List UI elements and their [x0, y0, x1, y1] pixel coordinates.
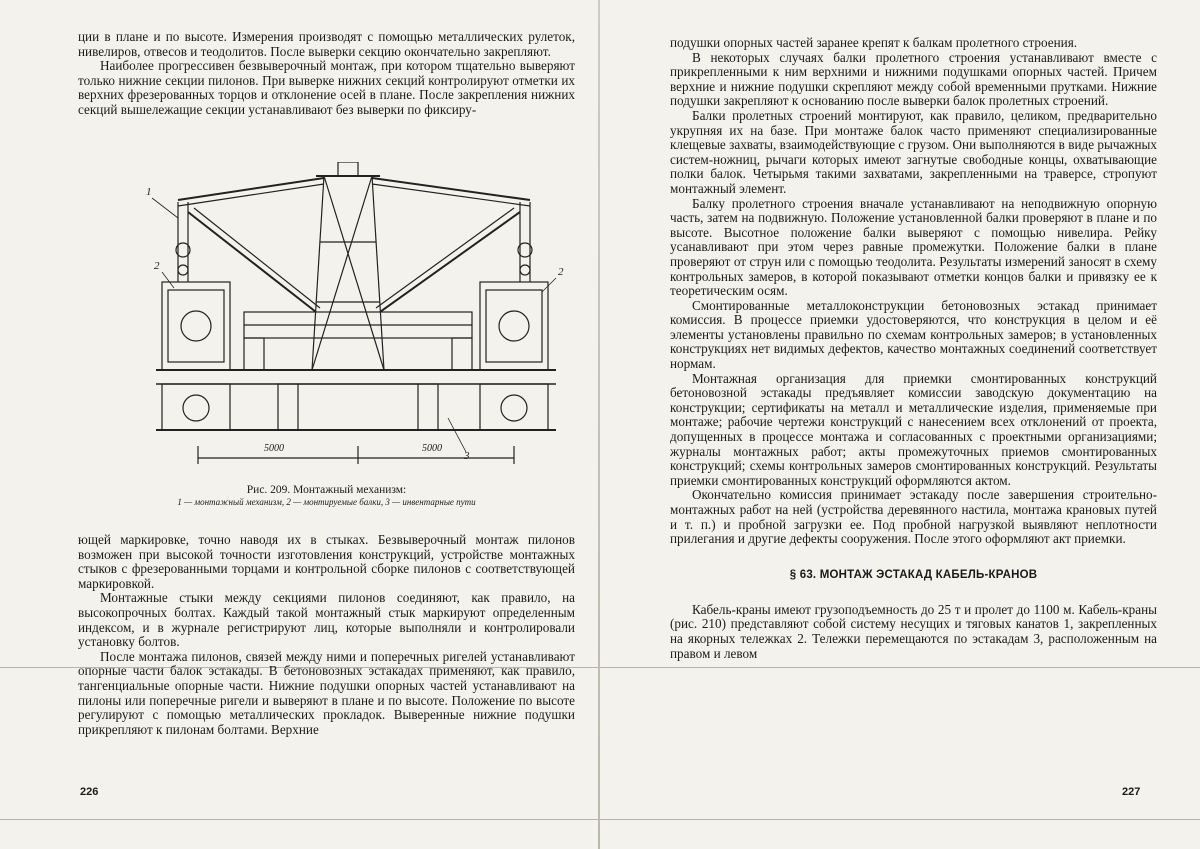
- section-heading: § 63. МОНТАЖ ЭСТАКАД КАБЕЛЬ-КРАНОВ: [789, 568, 1038, 581]
- figure-label-2-left: 2: [154, 259, 160, 272]
- figure-caption: Рис. 209. Монтажный механизм:: [246, 483, 407, 496]
- right-paragraph-6: Монтажная организация для приемки смонтированных конструкций бетоновозной эстакады предъявляет комиссии заводскую документацию на конструкции; сертификаты на металл и металлические изделия, применяемые при монтаже; рабочие чертежи конструкций с нанесением всех отклонений от проекта, допущенных в процессе монтажа и согласованных с проектными организациями; журналы монтажных работ; акты промежуточных приемов смонтированных конструкций; схемы контрольных замеров смонтированных конструкций. Результаты приемки смонтированных конструкций оформляются актом.: [670, 370, 1157, 488]
- figure-label-1: 1: [146, 185, 152, 198]
- dimension-left: 5000: [264, 442, 284, 454]
- right-paragraph-2: В некоторых случаях балки пролетного строения устанавливают вместе с прикрепленными к ним верхними и нижними подушками опорных частей. Причем верхние и нижние подушки скрепляют между собой временными прутками. Нижние подушки закрепляют к основанию после выверки балок пролетных строений.: [670, 49, 1157, 109]
- figure-label-3: 3: [464, 449, 470, 462]
- left-paragraph-4: Монтажные стыки между секциями пилонов соединяют, как правило, на высокопрочных болтах. Каждый такой монтажный стык маркируют определенным индексом, и в журнале регистрируют лиц, которые выполняли и контролировали установку болтов.: [78, 590, 575, 650]
- left-paragraph-2: Наиболее прогрессивен безвыверочный монтаж, при котором тщательно выверяют только нижние секции пилонов. При выверке нижних секций контролируют отметки их верхних фрезерованных торцов и отклонение осей в плане. После закрепления нижних секций вышележащие секции устанавливают без выверки по фиксиру-: [78, 58, 575, 117]
- right-paragraph-3: Балки пролетных строений монтируют, как правило, целиком, предварительно укрупняя их на базе. При монтаже балок часто применяют специализированные клещевые захваты, взаимодействующие с грузом. Они выполняются в виде рычажных систем-ножниц, рычаги которых имеют загнутые свободные концы, охватывающие полки балок. Четырьмя такими захватами, закрепленными на траверсе, стропуют монтажный элемент.: [670, 107, 1157, 196]
- left-page: [78, 30, 575, 820]
- page-number-left: 226: [80, 786, 99, 798]
- dimension-right: 5000: [422, 442, 442, 454]
- mounting-mechanism-drawing: [148, 162, 568, 478]
- page-fold: [598, 0, 600, 849]
- figure-legend: 1 — монтажный механизм, 2 — монтируемые балки, 3 — инвентарные пути: [177, 496, 476, 507]
- left-paragraph-5: После монтажа пилонов, связей между ними и поперечных ригелей устанавливают опорные части балок эстакады. В бетоновозных эстакадах применяют, как правило, тангенциальные опорные части. Нижние подушки опорных частей устанавливают на пилоны или поперечные ригели и выверяют в плане и по высоте. Положение по высоте регулируют с помощью металлических прокладок. Выверенные нижние подушки прикрепляют к пилонам болтами. Верхние: [78, 648, 575, 737]
- right-paragraph-7: Окончательно комиссия принимает эстакаду после завершения строительно-монтажных работ на ней (устройства деревянного настила, монтажа крановых путей и т. п.) и пробной загрузки ее. Под пробной нагрузкой выявляют неплотности прилегания и другие дефекты сооружения. После этого оформляют акт приемки.: [670, 487, 1157, 547]
- figure-209: [148, 162, 568, 478]
- right-paragraph-1: подушки опорных частей заранее крепят к балкам пролетного строения.: [670, 36, 1078, 50]
- right-page: [670, 36, 1157, 826]
- page-number-right: 227: [1122, 786, 1141, 798]
- figure-label-2-right: 2: [558, 265, 564, 278]
- right-paragraph-8: Кабель-краны имеют грузоподъемность до 25 т и пролет до 1100 м. Кабель-краны (рис. 210) представляют собой систему несущих и тяговых канатов 1, закрепленных на якорных тележках 2. Тележки перемещаются по эстакадам 3, расположенным на правом и левом: [670, 601, 1157, 661]
- right-paragraph-4: Балку пролетного строения вначале устанавливают на неподвижную опорную часть, затем на подвижную. Положение установленной балки проверяют в плане и по высоте. Высотное положение балки выверяют с помощью нивелира. Рейку усанавливают при этом через равные промежутки. Положение балки в плане проверяют от струн или с помощью теодолита. Результаты измерений заносят в схему контрольных замеров, в которой показывают отметки концов балки и привязку ее к теоретическим осям.: [670, 195, 1157, 299]
- left-paragraph-1: ции в плане и по высоте. Измерения производят с помощью металлических рулеток, нивелиров, отвесов и теодолитов. После выверки секцию окончательно закрепляют.: [78, 30, 575, 59]
- left-paragraph-3: ющей маркировке, точно наводя их в стыках. Безвыверочный монтаж пилонов возможен при высокой точности изготовления конструкций, устройстве монтажных стыков с фрезерованными торцами и контрольной сборке пилонов с соответствующей маркировкой.: [78, 532, 575, 591]
- right-paragraph-5: Смонтированные металлоконструкции бетоновозных эстакад принимает комиссия. В процессе приемки удостоверяются, что конструкция в целом и её элементы установлены правильно по схемам контрольных замеров; в установленных конструкциях нет видимых дефектов, качество монтажных соединений соответствует нормам.: [670, 297, 1157, 372]
